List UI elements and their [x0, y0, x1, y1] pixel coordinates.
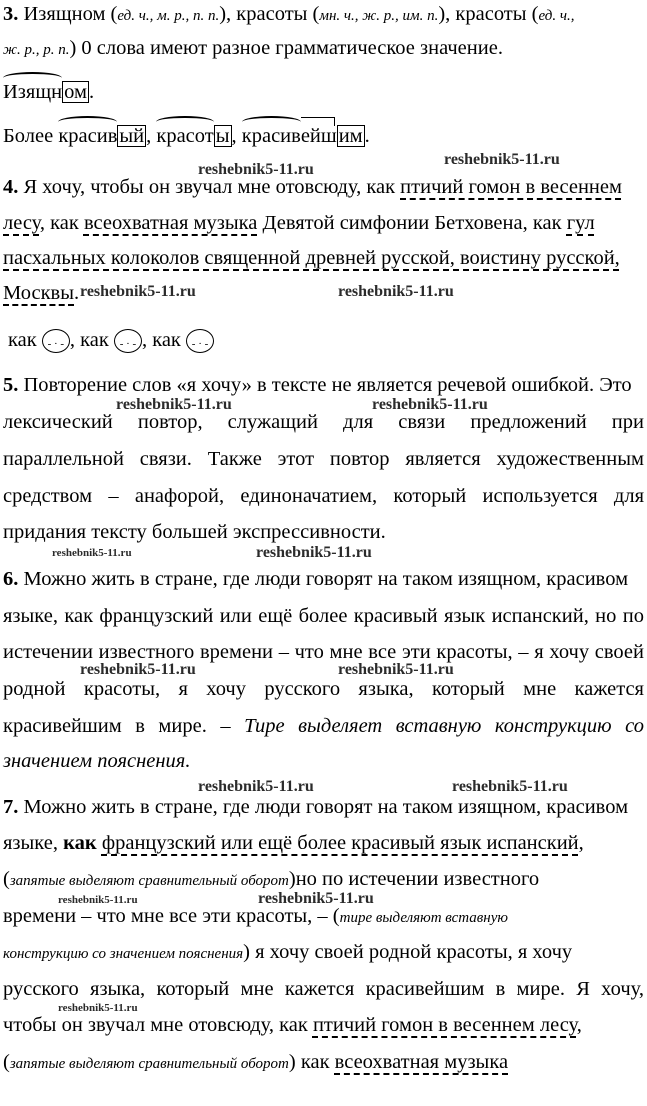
p3-line-1: [3, 2, 644, 28]
italic-note: тире выделяют вставную: [339, 910, 508, 926]
underlined-text: всеохватная музыка: [83, 212, 258, 234]
p7-line-2: [3, 831, 644, 855]
ending-box: им: [338, 125, 363, 147]
p7-line-1: [3, 795, 644, 819]
text: ) я хочу своей родной красоты, я хочу: [243, 941, 573, 963]
p4-line-2: [3, 211, 644, 235]
watermark: reshebnik5-11.ru: [116, 396, 232, 413]
watermark: reshebnik5-11.ru: [58, 1002, 138, 1014]
text: ), красоты (: [219, 3, 320, 25]
text: ), красоты (: [438, 3, 539, 25]
ending-box: ый: [119, 125, 145, 147]
clause-circle-icon: [42, 329, 70, 353]
p5-line-5: придания тексту большей экспрессивности.: [3, 521, 386, 543]
text: Повторение слов «я хочу» в тексте не является речевой ошибкой. Это: [23, 374, 632, 396]
watermark: reshebnik5-11.ru: [198, 778, 314, 795]
p7-line-8: [3, 1050, 644, 1076]
p5-line-2: лексический повтор, служащий для связи предложений при: [3, 411, 644, 433]
suffix-mark: ейш: [300, 125, 337, 147]
watermark: reshebnik5-11.ru: [258, 890, 374, 907]
italic-note: Тире выделяет вставную конструкцию со: [244, 715, 644, 737]
text: .: [74, 282, 80, 304]
underlined-text: лесу: [3, 212, 40, 234]
p7-line-4: [3, 904, 644, 930]
text: Можно жить в стране, где люди говорят на таком изящном, красивом: [23, 568, 629, 590]
text: красивейшим в мире. –: [3, 715, 245, 737]
p5-number: 5.: [3, 374, 19, 396]
root-mark: красот: [156, 125, 214, 147]
p6-line-2: языке, как французский или ещё более красивый язык испанский, но по: [3, 605, 644, 627]
p4-number: 4.: [3, 176, 19, 198]
p6-line-5: [3, 714, 644, 738]
morph-line-1: [3, 80, 644, 104]
watermark: reshebnik5-11.ru: [80, 661, 196, 678]
p4-line-1: [3, 175, 644, 199]
p7-number: 7.: [3, 796, 19, 818]
underlined-text: Москвы: [3, 282, 74, 304]
text: ,: [576, 1014, 582, 1036]
watermark: reshebnik5-11.ru: [338, 283, 454, 300]
watermark: reshebnik5-11.ru: [372, 396, 488, 413]
italic-note: конструкцию со значением пояснения: [3, 946, 244, 962]
watermark: reshebnik5-11.ru: [58, 894, 138, 906]
ending-box: ы: [215, 125, 230, 147]
watermark: reshebnik5-11.ru: [52, 547, 132, 559]
italic-note: запятые выделяют сравнительный оборот: [9, 873, 289, 889]
underlined-text: пасхальных колоколов священной древней русской, воистину русской,: [3, 247, 620, 269]
underlined-text: французский или ещё более красивый язык испанский: [101, 832, 579, 854]
grammar-note: ед. ч.,: [538, 8, 575, 24]
underlined-text: птичий гомон в весеннем лесу: [312, 1014, 577, 1036]
text: ) 0 слова имеют разное грамматическое значение.: [69, 37, 503, 59]
text: .: [88, 81, 95, 103]
p6-line-4: родной красоты, я хочу русского языка, который мне кажется: [3, 678, 644, 700]
watermark: reshebnik5-11.ru: [198, 161, 314, 178]
clause-circle-icon: [114, 329, 142, 353]
watermark: reshebnik5-11.ru: [452, 778, 568, 795]
text: , как: [69, 329, 109, 351]
underlined-text: всеохватная музыка: [334, 1051, 509, 1073]
text: чтобы он звучал мне отовсюду, как: [3, 1014, 313, 1036]
text: ,: [146, 125, 157, 147]
watermark: reshebnik5-11.ru: [256, 544, 372, 561]
root-mark: красив: [58, 125, 118, 147]
text: ) как: [288, 1051, 335, 1073]
underlined-text: птичий гомон в весеннем: [400, 176, 622, 198]
text: ,: [231, 125, 242, 147]
text: Изящном (: [23, 3, 118, 25]
text: )но по истечении известного: [288, 868, 540, 890]
text: ,: [578, 832, 584, 854]
watermark: reshebnik5-11.ru: [80, 283, 196, 300]
p3-number: 3.: [3, 3, 19, 25]
italic-note: запятые выделяют сравнительный оборот: [9, 1056, 289, 1072]
morph-line-2: [3, 124, 644, 148]
text: Более: [3, 125, 59, 147]
bold-word: как: [63, 832, 97, 854]
p6-line-3: истечении известного времени – что мне все эти красоты, – я хочу своей: [3, 641, 644, 663]
text: Можно жить в стране, где люди говорят на таком изящном, красивом: [23, 796, 629, 818]
grammar-note: ж. р., р. п.: [3, 42, 70, 58]
p5-line-1: [3, 373, 644, 397]
text: , как: [39, 212, 84, 234]
grammar-note: мн. ч., ж. р., им. п.: [319, 8, 439, 24]
text: (: [3, 1051, 10, 1073]
text: .: [364, 125, 370, 147]
p6-number: 6.: [3, 568, 19, 590]
text: , как: [141, 329, 181, 351]
text: (: [3, 868, 10, 890]
text: времени – что мне все эти красоты, – (: [3, 905, 340, 927]
text: как: [8, 329, 37, 351]
grammar-note: ед. ч., м. р., п. п.: [117, 8, 220, 24]
p7-line-7: [3, 1013, 644, 1037]
p5-line-4: средством – анафорой, единоначатием, который используется для: [3, 485, 644, 507]
watermark: reshebnik5-11.ru: [444, 151, 560, 168]
p7-line-6: русского языка, который мне кажется красивейшим в мире. Я хочу,: [3, 978, 644, 1000]
text: языке,: [3, 832, 64, 854]
ending-box: ом: [64, 81, 87, 103]
p6-line-1: [3, 567, 644, 591]
root-mark: красив: [241, 125, 301, 147]
clause-circle-icon: [186, 329, 214, 353]
p3-line-2: [3, 36, 644, 62]
watermark: reshebnik5-11.ru: [338, 661, 454, 678]
p4-scheme: [8, 328, 644, 353]
underlined-text: гул: [566, 212, 595, 234]
p6-line-6: значением пояснения.: [3, 750, 191, 772]
p5-line-3: параллельной связи. Также этот повтор является художественным: [3, 448, 644, 470]
p4-line-3: [3, 246, 644, 270]
p7-line-5: [3, 940, 644, 966]
text: Я хочу, чтобы он звучал мне отовсюду, как: [23, 176, 401, 198]
text: Девятой симфонии Бетховена, как: [257, 212, 567, 234]
root-mark: Изящн: [3, 81, 63, 103]
